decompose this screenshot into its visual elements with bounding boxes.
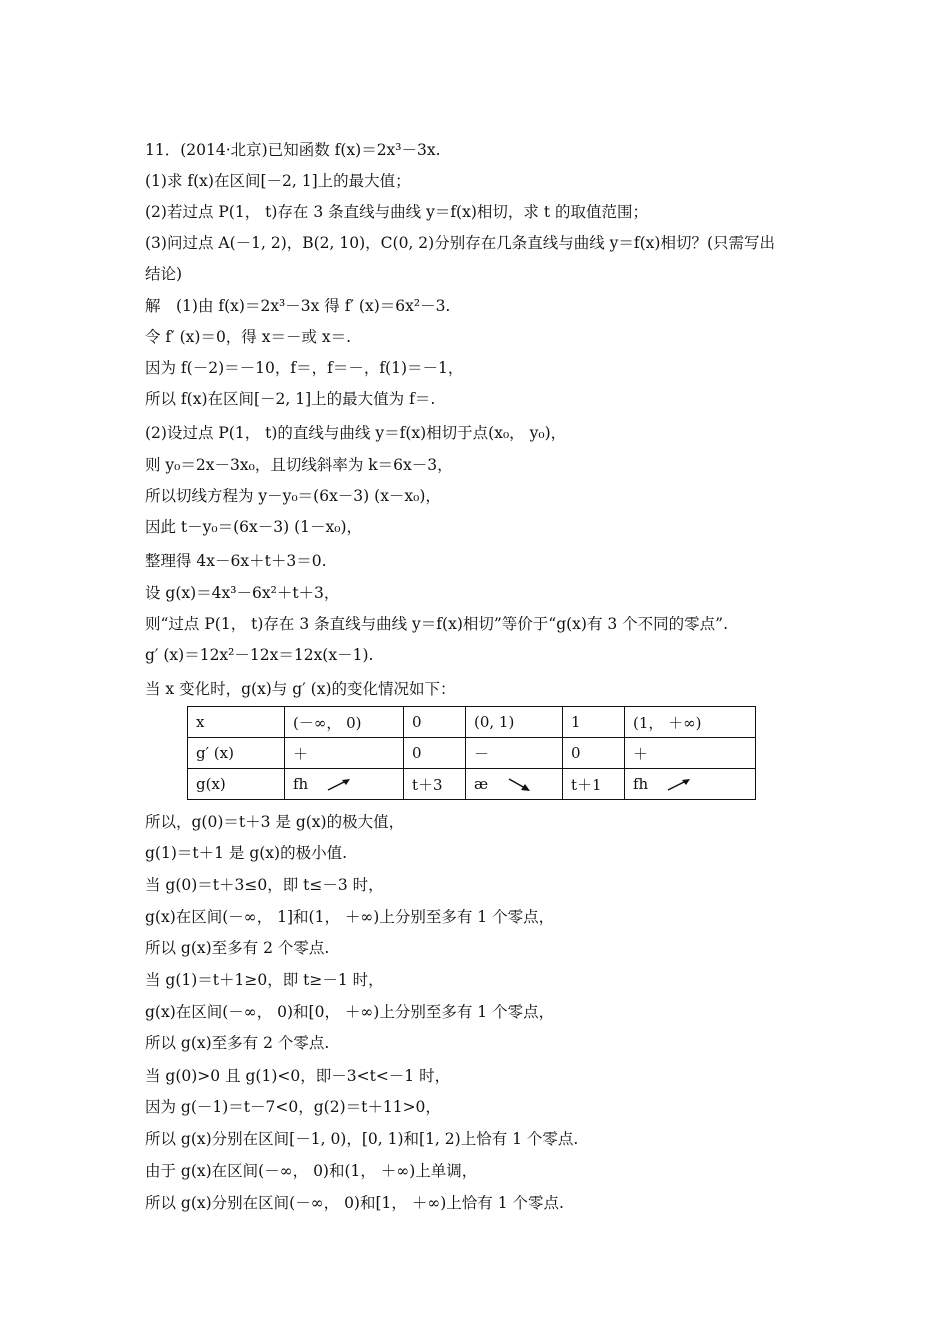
question-part-3: (3)问过点 A(－1, 2)，B(2, 10)，C(0, 2)分别存在几条直线与曲线 y＝f(x)相切？(只需写出 bbox=[145, 234, 776, 252]
solution-line: 所以 g(x)至多有 2 个零点. bbox=[145, 939, 330, 957]
table-cell: 0 bbox=[404, 707, 466, 738]
solution-line: 因此 t－y₀＝(6x－3) (1－x₀)， bbox=[145, 518, 363, 536]
solution-line: 当 g(0)＝t＋3≤0，即 t≤－3 时， bbox=[145, 876, 384, 894]
solution-line: (2)设过点 P(1， t)的直线与曲线 y＝f(x)相切于点(x₀， y₀)， bbox=[145, 424, 567, 442]
table-cell: － bbox=[466, 738, 563, 769]
table-cell bbox=[285, 769, 404, 800]
solution-line: 所以，g(0)＝t＋3 是 g(x)的极大值， bbox=[145, 813, 405, 831]
solution-line: 则 y₀＝2x－3x₀，且切线斜率为 k＝6x－3， bbox=[145, 456, 453, 474]
solution-line: 由于 g(x)在区间(－∞， 0)和(1， ＋∞)上单调， bbox=[145, 1162, 478, 1180]
solution-line: g(x)在区间(－∞， 0)和[0， ＋∞)上分别至多有 1 个零点， bbox=[145, 1003, 555, 1021]
table-cell: 1 bbox=[563, 707, 625, 738]
table-row bbox=[188, 738, 756, 769]
table-cell: x bbox=[188, 707, 285, 738]
table-cell: g′ (x) bbox=[188, 738, 285, 769]
solution-line: 所以 f(x)在区间[－2, 1]上的最大值为 f＝. bbox=[145, 390, 436, 408]
table-cell: 0 bbox=[563, 738, 625, 769]
solution-line: 整理得 4x－6x＋t＋3＝0. bbox=[145, 552, 327, 570]
solution-line: 则“过点 P(1， t)存在 3 条直线与曲线 y＝f(x)相切”等价于“g(x)有 3 个不同的零点”. bbox=[145, 615, 729, 633]
table-cell-text: æ bbox=[474, 775, 489, 793]
solution-line: 当 g(1)＝t＋1≥0，即 t≥－1 时， bbox=[145, 971, 384, 989]
question-part-2: (2)若过点 P(1， t)存在 3 条直线与曲线 y＝f(x)相切，求 t 的取值范围； bbox=[145, 203, 648, 221]
solution-line: 所以 g(x)分别在区间[－1, 0)，[0, 1)和[1, 2)上恰有 1 个零点. bbox=[145, 1130, 579, 1148]
increasing-arrow-icon bbox=[666, 778, 692, 792]
table-cell: (－∞， 0) bbox=[285, 707, 404, 738]
solution-line: g(x)在区间(－∞， 1]和(1， ＋∞)上分别至多有 1 个零点， bbox=[145, 908, 555, 926]
question-part-1: (1)求 f(x)在区间[－2, 1]上的最大值； bbox=[145, 172, 411, 190]
solution-line: 因为 f(－2)＝－10，f＝，f＝－，f(1)＝－1， bbox=[145, 359, 464, 377]
table-cell: t＋3 bbox=[404, 769, 466, 800]
solution-line: 解 (1)由 f(x)＝2x³－3x 得 f′ (x)＝6x²－3. bbox=[145, 297, 451, 315]
question-part-3-continued: 结论) bbox=[145, 265, 183, 283]
solution-line: 令 f′ (x)＝0，得 x＝－或 x＝. bbox=[145, 328, 352, 346]
solution-line: 所以 g(x)至多有 2 个零点. bbox=[145, 1034, 330, 1052]
table-cell bbox=[625, 769, 756, 800]
solution-line: g(1)＝t＋1 是 g(x)的极小值. bbox=[145, 844, 348, 862]
table-cell: (0, 1) bbox=[466, 707, 563, 738]
decreasing-arrow-icon bbox=[506, 778, 532, 792]
solution-line: g′ (x)＝12x²－12x＝12x(x－1). bbox=[145, 646, 374, 664]
problem-statement: 11．(2014·北京)已知函数 f(x)＝2x³－3x. bbox=[145, 141, 441, 159]
table-cell bbox=[466, 769, 563, 800]
table-cell: g(x) bbox=[188, 769, 285, 800]
table-cell-text: fh bbox=[633, 775, 649, 793]
solution-line: 因为 g(－1)＝t－7<0，g(2)＝t＋11>0， bbox=[145, 1098, 441, 1116]
table-cell: ＋ bbox=[285, 738, 404, 769]
solution-line: 所以 g(x)分别在区间(－∞， 0)和[1， ＋∞)上恰有 1 个零点. bbox=[145, 1194, 564, 1212]
table-cell: (1， ＋∞) bbox=[625, 707, 756, 738]
increasing-arrow-icon bbox=[326, 778, 352, 792]
solution-line: 所以切线方程为 y－y₀＝(6x－3) (x－x₀)， bbox=[145, 487, 441, 505]
table-cell: t＋1 bbox=[563, 769, 625, 800]
table-cell: 0 bbox=[404, 738, 466, 769]
table-cell-text: fh bbox=[293, 775, 309, 793]
table-row bbox=[188, 707, 756, 738]
solution-line: 设 g(x)＝4x³－6x²＋t＋3， bbox=[145, 584, 340, 602]
table-cell: ＋ bbox=[625, 738, 756, 769]
solution-line: 当 x 变化时，g(x)与 g′ (x)的变化情况如下： bbox=[145, 680, 456, 698]
solution-line: 当 g(0)>0 且 g(1)<0，即－3<t<－1 时， bbox=[145, 1067, 451, 1085]
variation-table bbox=[187, 706, 756, 800]
table-row bbox=[188, 769, 756, 800]
